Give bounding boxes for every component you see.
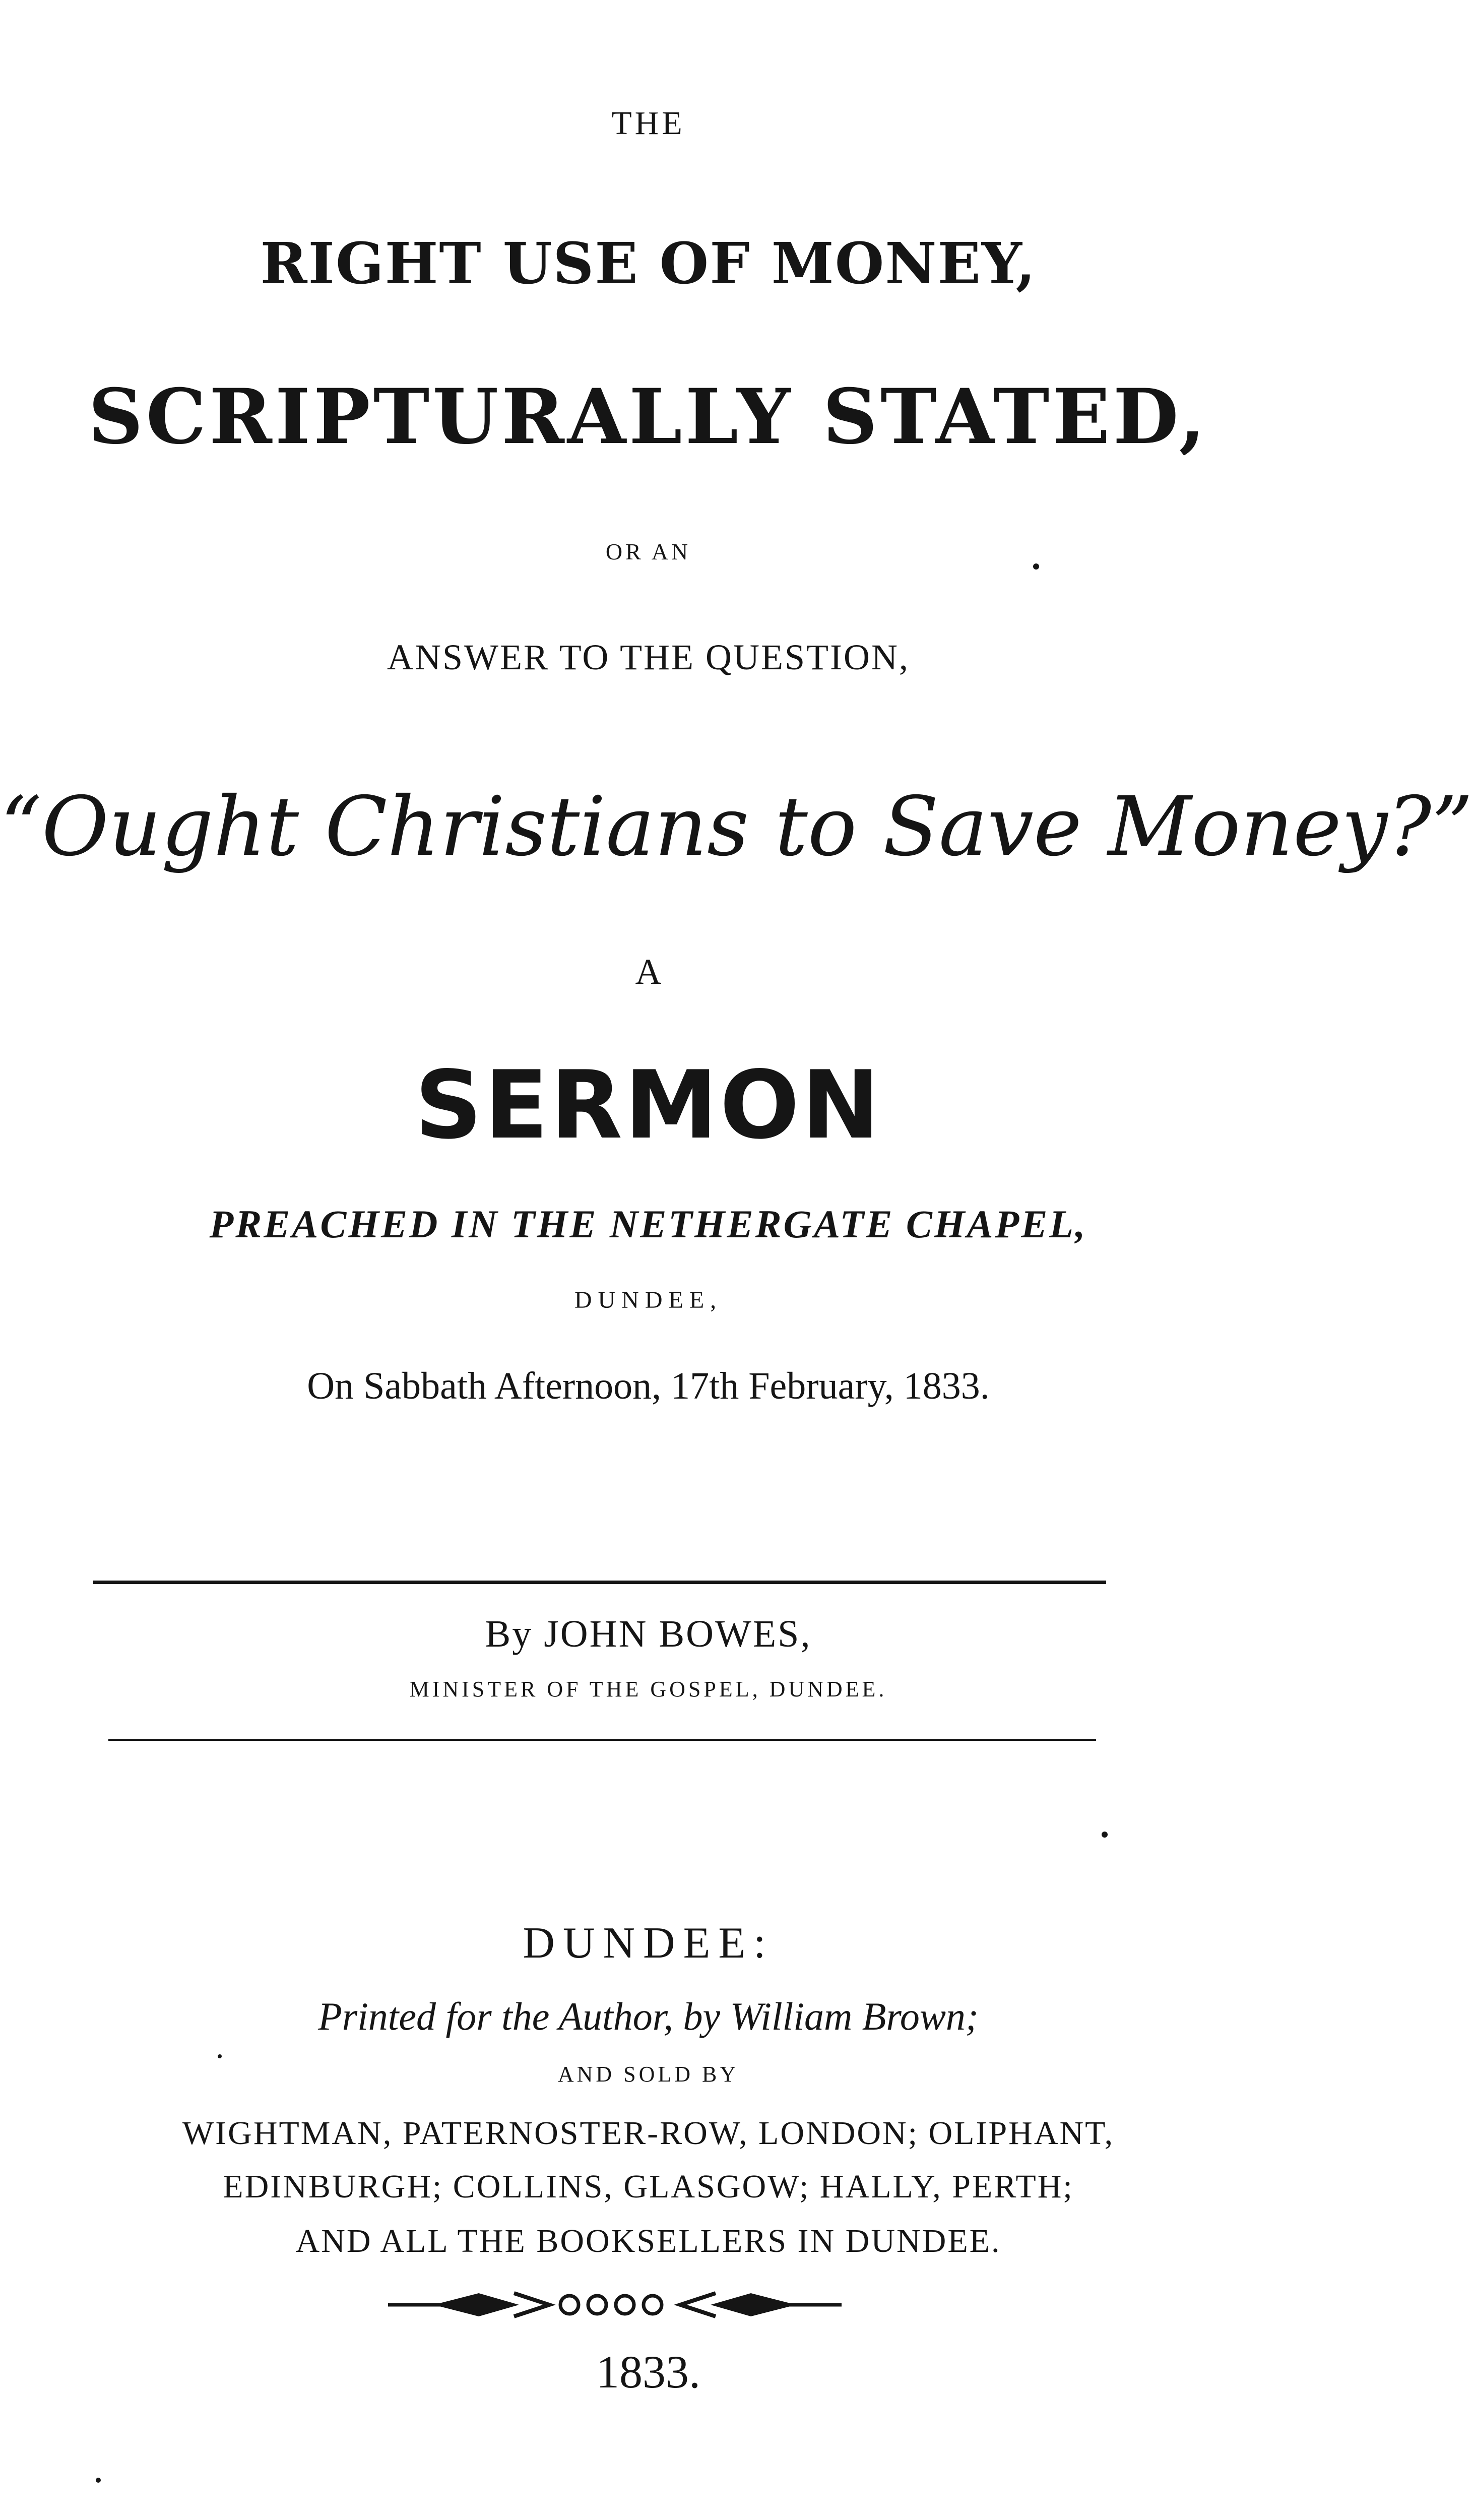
- sellers-line-2: EDINBURGH; COLLINS, GLASGOW; HALLY, PERTH;: [223, 2168, 1074, 2205]
- speck: [218, 2054, 222, 2058]
- or-an-label: OR AN: [605, 539, 691, 564]
- title-line-1: RIGHT USE OF MONEY,: [260, 231, 1037, 297]
- date-line: On Sabbath Afternoon, 17th February, 1833.: [307, 1365, 990, 1407]
- speck: [1033, 563, 1039, 570]
- rule-top: [93, 1581, 1106, 1584]
- sermon-heading: SERMON: [414, 1050, 882, 1160]
- a-label: A: [635, 952, 662, 992]
- question-line: “Ought Christians to Save Money?”: [0, 780, 1473, 874]
- author-line: By JOHN BOWES,: [485, 1613, 812, 1655]
- title-line-2: SCRIPTURALLY STATED,: [88, 372, 1208, 461]
- place-line: DUNDEE,: [574, 1287, 723, 1313]
- imprint-city: DUNDEE:: [523, 1919, 774, 1968]
- speck: [96, 2478, 101, 2483]
- sellers-line-3: AND ALL THE BOOKSELLERS IN DUNDEE.: [295, 2223, 1001, 2259]
- year-line: 1833.: [596, 2346, 700, 2398]
- printed-for-line: Printed for the Author, by William Brown;: [318, 1994, 979, 2038]
- sold-by-line: AND SOLD BY: [557, 2062, 739, 2087]
- preached-line: PREACHED IN THE NETHERGATE CHAPEL,: [209, 1202, 1087, 1246]
- speck: [1102, 1832, 1108, 1838]
- rule-bottom: [108, 1739, 1096, 1741]
- author-role: MINISTER OF THE GOSPEL, DUNDEE.: [409, 1677, 887, 1702]
- printers-ornament-icon: [388, 2282, 842, 2327]
- sellers-line-1: WIGHTMAN, PATERNOSTER-ROW, LONDON; OLIPHANT,: [182, 2115, 1115, 2152]
- answer-line: ANSWER TO THE QUESTION,: [387, 637, 910, 677]
- the-label: THE: [611, 105, 685, 142]
